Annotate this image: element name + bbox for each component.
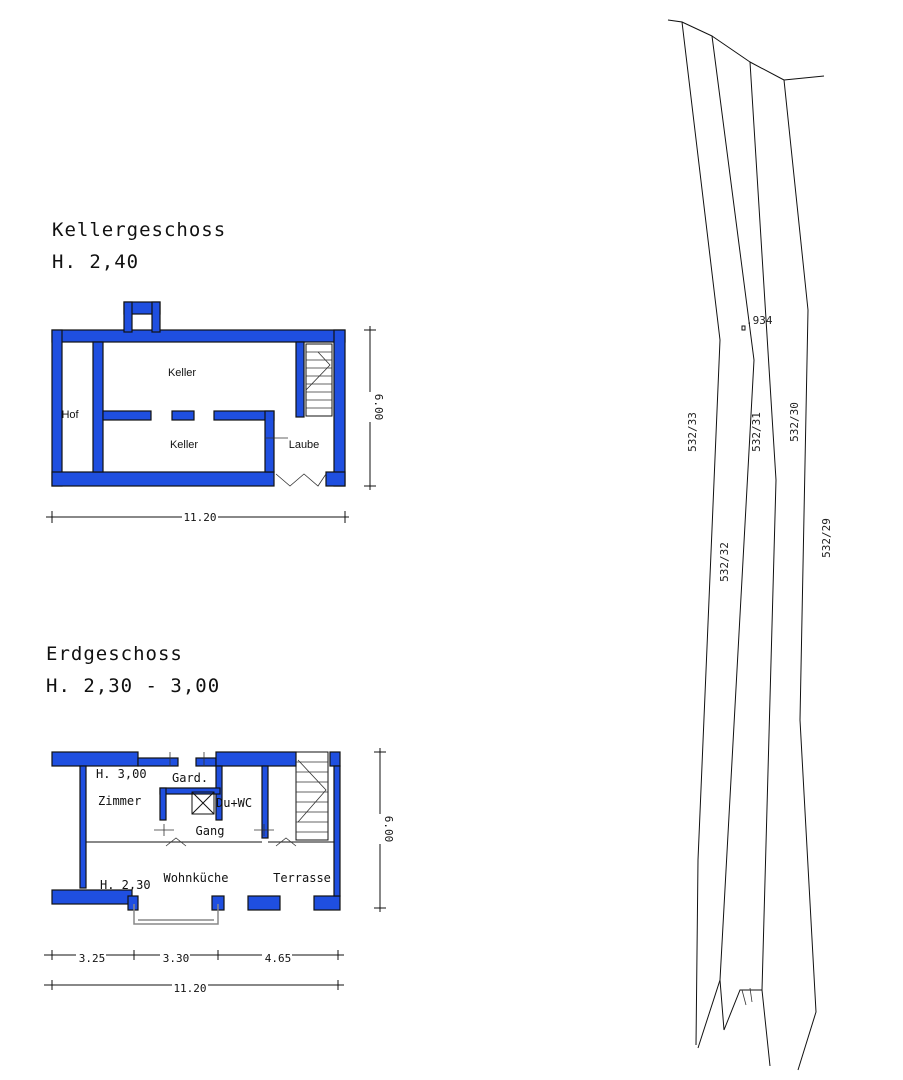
erd-dim-3: 4.65 (264, 952, 292, 965)
keller-shaft-right (152, 302, 160, 332)
room-gang: Gang (195, 824, 225, 838)
room-keller-top: Keller (167, 367, 197, 379)
room-gard: Gard. (172, 771, 209, 785)
keller-wall-hof (93, 342, 103, 472)
room-zimmer: Zimmer (98, 794, 142, 808)
erd-wall-top-5 (330, 752, 340, 766)
erd-wall-top-2 (138, 758, 178, 766)
parcel-label-5: 532/29 (820, 518, 833, 558)
erd-dim-total-label: 11.20 (173, 982, 207, 995)
erd-wall-right (334, 766, 340, 896)
room-laube: Laube (288, 439, 320, 451)
erd-dim-height (374, 748, 395, 912)
erd-wall-bot-4 (248, 896, 280, 910)
parcel-label-4: 532/32 (718, 542, 731, 582)
parcel-line-2 (682, 22, 754, 1048)
erd-wall-int-2 (262, 766, 268, 838)
keller-wall-stair (296, 342, 304, 417)
erd-wall-left (80, 766, 86, 888)
parcel-line-5 (784, 76, 824, 80)
parcel-label-1: 532/33 (686, 412, 699, 452)
room-hof: Hof (61, 409, 79, 421)
parcel-label-3: 532/30 (788, 402, 801, 442)
erd-wall-bot-5 (314, 896, 340, 910)
keller-shaft-left (124, 302, 132, 332)
room-wohnkueche: Wohnküche (163, 871, 229, 885)
erd-wall-gard (160, 788, 220, 794)
erd-title: Erdgeschoss (46, 643, 183, 665)
survey-point-marker (742, 326, 745, 330)
erd-dim-2: 3.30 (162, 952, 190, 965)
keller-wall-mid-1 (103, 411, 151, 420)
keller-dim-height-label: 6.00 (372, 393, 385, 421)
keller-height: H. 2,40 (52, 251, 140, 273)
keller-stairs (306, 344, 332, 416)
survey-point-label: .934 (746, 314, 773, 327)
erd-shower-box (192, 792, 214, 814)
keller-wall-right (334, 330, 345, 486)
erd-wall-bot-1 (52, 890, 132, 904)
keller-dim-width (46, 511, 349, 524)
erd-wall-bot-2 (128, 896, 138, 910)
erd-dim-1: 3.25 (78, 952, 106, 965)
room-keller-bottom: Keller (169, 439, 199, 451)
room-terrasse: Terrasse (273, 871, 331, 885)
parcel-line-6 (720, 980, 770, 1066)
keller-wall-mid-2 (172, 411, 194, 420)
erd-wall-top-1 (52, 752, 138, 766)
parcel-map (668, 20, 833, 1070)
parcel-line-1 (668, 20, 720, 1045)
erd-stairs (296, 752, 328, 840)
erd-wall-top-3 (196, 758, 216, 766)
erd-bay-window (134, 904, 218, 924)
keller-title: Kellergeschoss (52, 219, 227, 241)
keller-wall-laube (265, 411, 274, 472)
kellergeschoss-plan (46, 219, 385, 524)
keller-wall-bottom (52, 472, 274, 486)
erd-dim-total (44, 980, 344, 995)
room-du-wc: Du+WC (216, 796, 253, 810)
keller-dim-height (364, 326, 385, 490)
erd-wall-gard-l (160, 788, 166, 820)
keller-wall-bottom-r (326, 472, 345, 486)
erd-dim-row (44, 950, 344, 965)
erd-label-h230: H. 2,30 (100, 878, 151, 892)
parcel-line-3 (712, 36, 776, 990)
keller-dim-width-label: 11.20 (183, 511, 217, 524)
erd-wall-top-4 (216, 752, 296, 766)
erd-label-h300: H. 3,00 (96, 767, 147, 781)
keller-wall-top (52, 330, 345, 342)
erd-dim-height-label: 6.00 (382, 815, 395, 843)
keller-wall-left (52, 330, 62, 486)
keller-entrance (276, 474, 326, 486)
erd-height: H. 2,30 - 3,00 (46, 675, 221, 697)
parcel-label-2: 532/31 (750, 412, 763, 452)
erdgeschoss-plan (44, 643, 395, 995)
